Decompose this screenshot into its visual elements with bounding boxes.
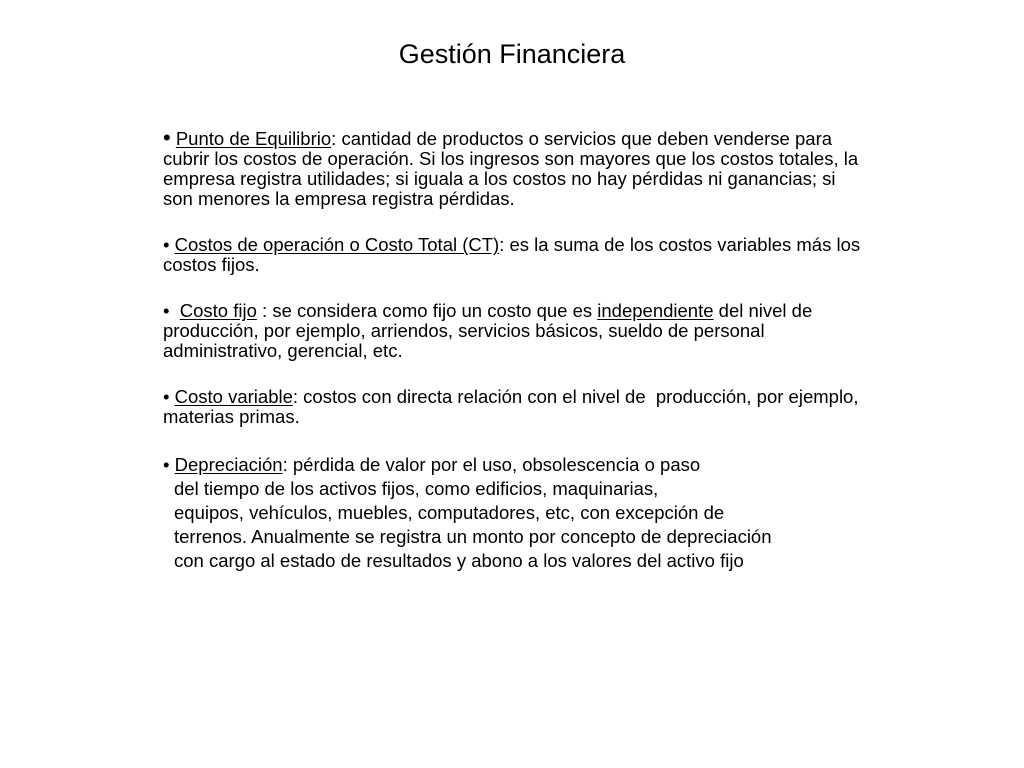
term-separator: : bbox=[331, 128, 342, 149]
slide-content bbox=[163, 125, 864, 573]
term-separator: : bbox=[282, 454, 293, 475]
emphasis-independiente: independiente bbox=[597, 300, 714, 321]
bullet-spacer bbox=[169, 300, 179, 321]
slide-title: Gestión Financiera bbox=[398, 39, 626, 69]
definition-depreciacion-line-3: equipos, vehículos, muebles, computadores, etc, con excepción de bbox=[174, 502, 725, 523]
bullet-depreciacion bbox=[163, 453, 863, 573]
definition-costo-fijo-start: se considera como fijo un costo que es bbox=[272, 300, 598, 321]
term-costo-total: Costos de operación o Costo Total (CT) bbox=[174, 234, 500, 255]
term-separator: : bbox=[256, 300, 273, 321]
bullet-costo-total bbox=[163, 235, 863, 275]
bullet-marker: • bbox=[163, 300, 170, 321]
definition-depreciacion-line-5: con cargo al estado de resultados y abono a los valores del activo fijo bbox=[174, 550, 744, 571]
term-punto-equilibrio: Punto de Equilibrio bbox=[175, 128, 332, 149]
definition-costo-variable: costos con directa relación con el nivel de producción, por ejemplo, materias primas. bbox=[163, 386, 864, 427]
definition-costo-fijo-end: del nivel de producción, por ejemplo, arriendos, servicios básicos, sueldo de personal administrativo, gerencial, etc. bbox=[163, 300, 813, 361]
term-depreciacion: Depreciación bbox=[174, 454, 283, 475]
definition-costo-total: es la suma de los costos variables más los costos fijos. bbox=[163, 234, 861, 275]
term-costo-variable: Costo variable bbox=[174, 386, 293, 407]
definition-punto-equilibrio: cantidad de productos o servicios que deben venderse para cubrir los costos de operación. Si los ingresos son mayores que los costos totales, la empresa registra utilidades; si iguala a los costos no hay pérdidas ni ganancias; si son menores la empresa registra pérdidas. bbox=[163, 128, 859, 209]
bullet-marker: • bbox=[163, 234, 170, 255]
bullet-marker: • bbox=[163, 454, 170, 475]
bullet-costo-fijo bbox=[163, 301, 863, 361]
bullet-marker: • bbox=[163, 386, 170, 407]
term-separator: : bbox=[292, 386, 304, 407]
bullet-costo-variable bbox=[163, 387, 863, 427]
term-separator: : bbox=[499, 234, 510, 255]
definition-depreciacion-line-4: terrenos. Anualmente se registra un monto por concepto de depreciación bbox=[174, 526, 772, 547]
definition-depreciacion-line-1: pérdida de valor por el uso, obsolescencia o paso bbox=[292, 454, 701, 475]
definition-depreciacion-line-2: del tiempo de los activos fijos, como edificios, maquinarias, bbox=[174, 478, 659, 499]
bullet-punto-equilibrio bbox=[163, 125, 863, 209]
term-costo-fijo: Costo fijo bbox=[179, 300, 257, 321]
bullet-marker: • bbox=[163, 125, 171, 150]
